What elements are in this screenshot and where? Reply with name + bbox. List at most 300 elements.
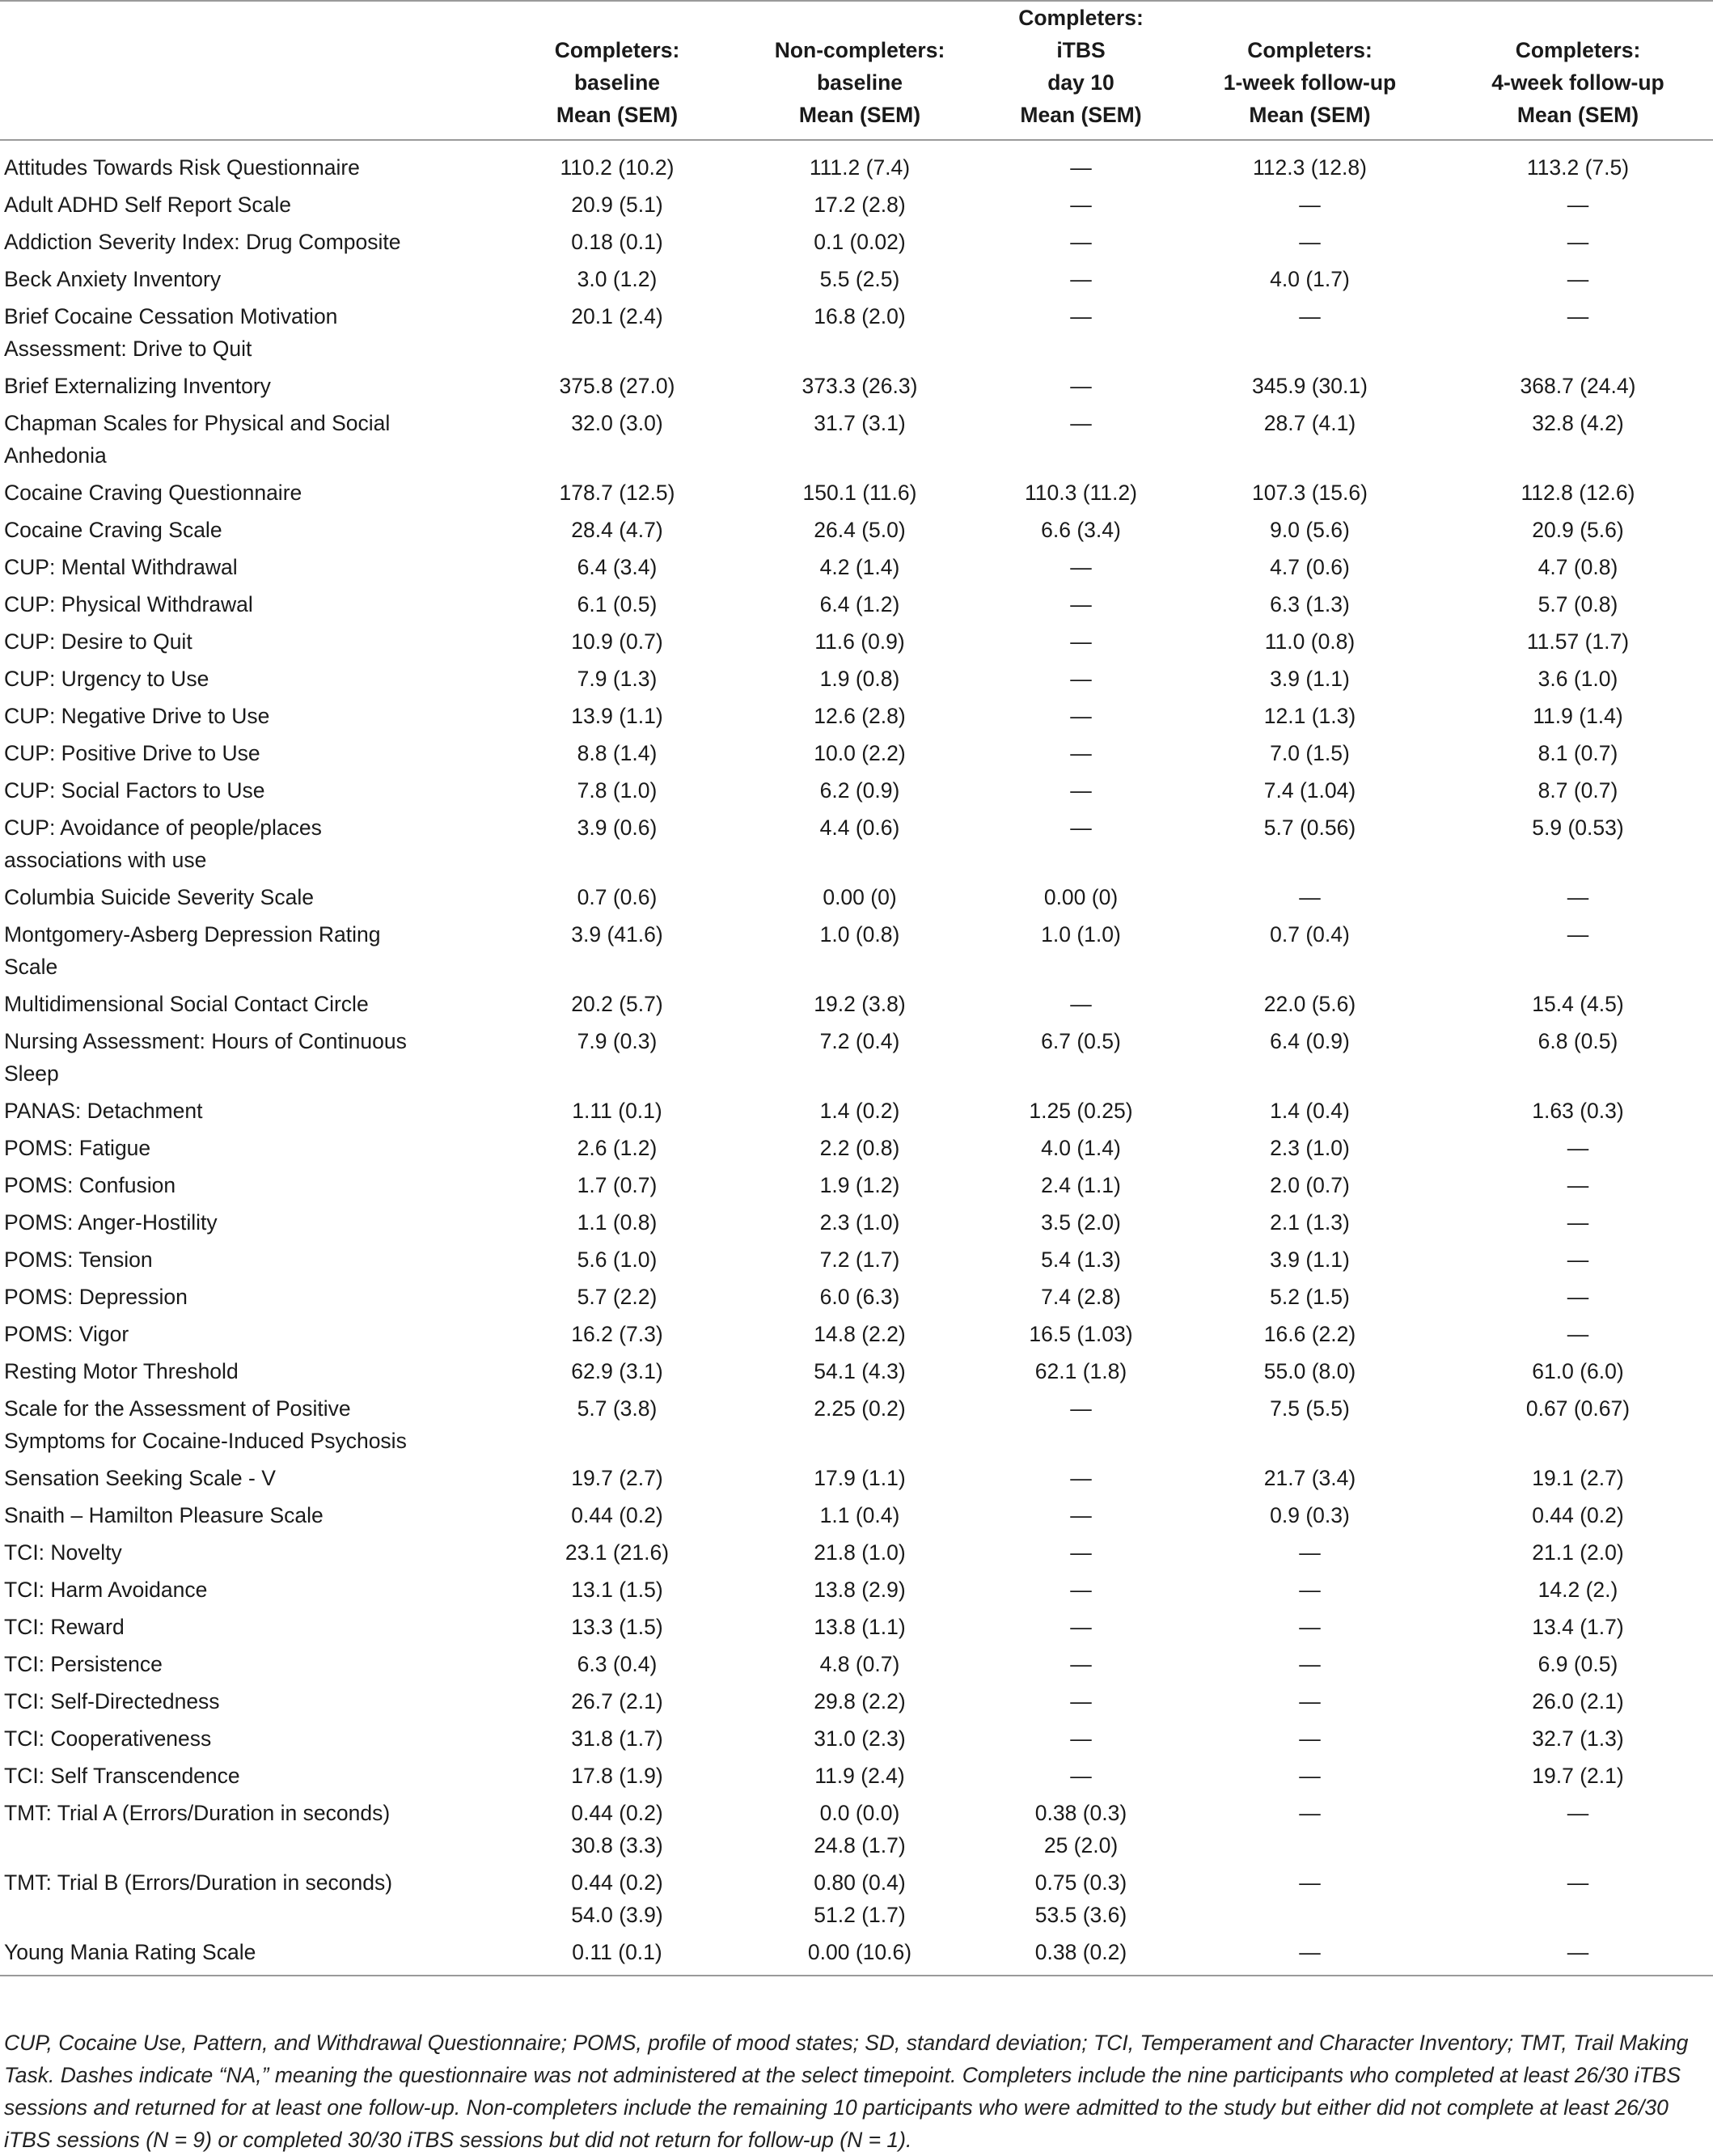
row-label: TCI: Reward — [4, 1615, 125, 1639]
table-cell: 32.0 (3.0) — [571, 411, 663, 435]
table-row — [0, 298, 1713, 367]
table-row — [0, 1497, 1713, 1534]
table-cell: 111.2 (7.4) — [809, 155, 911, 180]
table-cell: 6.4 (1.2) — [819, 592, 900, 616]
row-label: CUP: Desire to Quit — [4, 629, 192, 654]
table-cell: 8.7 (0.7) — [1537, 778, 1618, 803]
table-cell: 3.0 (1.2) — [577, 267, 658, 291]
row-label: CUP: Social Factors to Use — [4, 778, 265, 803]
table-cell: 0.44 (0.2) 30.8 (3.3) — [571, 1801, 663, 1857]
row-label: Snaith – Hamilton Pleasure Scale — [4, 1503, 324, 1527]
table-cell: 7.9 (1.3) — [577, 667, 658, 691]
table-cell: 31.8 (1.7) — [571, 1726, 663, 1751]
table-cell: — — [1070, 1726, 1092, 1751]
table-row — [0, 1390, 1713, 1459]
table-cell: — — [1567, 304, 1589, 328]
table-cell: — — [1070, 592, 1092, 616]
table-cell: 0.44 (0.2) — [1532, 1503, 1624, 1527]
table-cell: 6.0 (6.3) — [819, 1285, 900, 1309]
table-cell: 11.9 (2.4) — [814, 1764, 905, 1788]
table-cell: — — [1070, 992, 1092, 1016]
row-label: PANAS: Detachment — [4, 1099, 203, 1123]
table-cell: — — [1567, 1173, 1589, 1197]
table-cell: 1.0 (1.0) — [1041, 922, 1121, 947]
table-cell: 61.0 (6.0) — [1532, 1359, 1624, 1383]
table-cell: — — [1567, 1285, 1589, 1309]
table-cell: 14.8 (2.2) — [814, 1322, 906, 1346]
table-cell: — — [1299, 230, 1321, 254]
table-cell: 2.6 (1.2) — [577, 1136, 658, 1160]
table-cell: — — [1177, 1934, 1443, 1976]
table-cell: 54.1 (4.3) — [814, 1359, 906, 1383]
table-cell: — — [1299, 1615, 1321, 1639]
table-row — [0, 735, 1713, 772]
table-cell: — — [1070, 1615, 1092, 1639]
table-row — [0, 186, 1713, 223]
table-cell: — — [1070, 1396, 1092, 1421]
row-label: Chapman Scales for Physical and Social Anhedonia — [4, 411, 391, 468]
table-cell: 6.7 (0.5) — [1041, 1029, 1121, 1053]
table-cell: 4.0 (1.7) — [1270, 267, 1350, 291]
row-label: CUP: Positive Drive to Use — [4, 741, 260, 765]
table-cell: 7.8 (1.0) — [577, 778, 658, 803]
row-label: Young Mania Rating Scale — [0, 1934, 500, 1976]
table-row — [0, 140, 1713, 186]
header-noncompleters-baseline: Non-completers: baseline Mean (SEM) — [734, 1, 985, 140]
table-cell: 4.0 (1.4) — [1041, 1136, 1121, 1160]
table-row — [0, 1167, 1713, 1204]
table-cell: 0.1 (0.02) — [814, 230, 906, 254]
row-label: Brief Cocaine Cessation Motivation Assessment: Drive to Quit — [4, 304, 338, 361]
table-cell: — — [1070, 778, 1092, 803]
table-cell: — — [1567, 1801, 1589, 1825]
table-cell: 2.3 (1.0) — [819, 1210, 900, 1235]
table-cell: 110.3 (11.2) — [1025, 481, 1137, 505]
table-row — [0, 879, 1713, 916]
table-row — [0, 1459, 1713, 1497]
table-row — [0, 1646, 1713, 1683]
row-label: TMT: Trial B (Errors/Duration in seconds) — [4, 1870, 393, 1895]
table-cell: 6.9 (0.5) — [1537, 1652, 1618, 1676]
table-cell: — — [1070, 374, 1092, 398]
row-label: Columbia Suicide Severity Scale — [4, 885, 314, 909]
table-cell: 1.4 (0.2) — [819, 1099, 900, 1123]
table-cell: 375.8 (27.0) — [559, 374, 675, 398]
row-label: Montgomery-Asberg Depression Rating Scale — [4, 922, 381, 979]
table-row — [0, 1315, 1713, 1353]
table-row — [0, 985, 1713, 1023]
table-cell: 26.4 (5.0) — [814, 518, 906, 542]
table-cell: 19.7 (2.1) — [1532, 1764, 1624, 1788]
table-cell: 1.1 (0.4) — [819, 1503, 900, 1527]
table-row — [0, 474, 1713, 511]
row-label: POMS: Tension — [4, 1247, 153, 1272]
table-cell: 4.7 (0.6) — [1270, 555, 1350, 579]
table-row — [0, 549, 1713, 586]
table-row — [0, 623, 1713, 660]
table-cell: 12.6 (2.8) — [814, 704, 906, 728]
table-cell: 0.80 (0.4) 51.2 (1.7) — [814, 1870, 906, 1927]
table-cell: 373.3 (26.3) — [802, 374, 918, 398]
row-label: TCI: Novelty — [4, 1540, 122, 1565]
table-cell: 6.4 (0.9) — [1270, 1029, 1350, 1053]
table-cell: 3.9 (41.6) — [571, 922, 663, 947]
table-row — [0, 1278, 1713, 1315]
table-cell: — — [1070, 704, 1092, 728]
table-cell: 112.3 (12.8) — [1253, 155, 1367, 180]
table-cell: 17.2 (2.8) — [814, 193, 906, 217]
table-cell: 13.8 (1.1) — [814, 1615, 906, 1639]
row-label: Cocaine Craving Questionnaire — [4, 481, 302, 505]
table-cell: 0.00 (10.6) — [734, 1934, 985, 1976]
table-cell: 113.2 (7.5) — [1526, 155, 1630, 180]
table-cell: 28.7 (4.1) — [1263, 411, 1356, 435]
row-label: CUP: Avoidance of people/places associations with use — [4, 815, 322, 872]
table-cell: — — [1070, 1652, 1092, 1676]
table-row — [0, 1794, 1713, 1864]
table-cell: 1.1 (0.8) — [577, 1210, 658, 1235]
table-cell: 0.38 (0.3) 25 (2.0) — [1034, 1801, 1127, 1857]
table-cell: 10.0 (2.2) — [814, 741, 906, 765]
table-cell: 15.4 (4.5) — [1532, 992, 1624, 1016]
table-cell: 28.4 (4.7) — [571, 518, 663, 542]
table-cell: 17.9 (1.1) — [814, 1466, 906, 1490]
table-cell: — — [1299, 304, 1321, 328]
table-cell: 6.4 (3.4) — [577, 555, 658, 579]
row-label: POMS: Vigor — [4, 1322, 129, 1346]
table-cell: — — [1299, 1652, 1321, 1676]
table-cell: — — [1567, 1247, 1589, 1272]
table-cell: 2.1 (1.3) — [1270, 1210, 1350, 1235]
table-cell: 31.0 (2.3) — [814, 1726, 906, 1751]
table-cell: 29.8 (2.2) — [814, 1689, 906, 1713]
table-cell: 20.9 (5.1) — [571, 193, 663, 217]
table-cell: — — [1299, 1764, 1321, 1788]
table-cell: 6.3 (0.4) — [577, 1652, 658, 1676]
table-cell: 6.6 (3.4) — [1041, 518, 1121, 542]
table-row — [0, 1241, 1713, 1278]
table-row — [0, 772, 1713, 809]
table-cell: — — [1070, 193, 1092, 217]
table-cell: 110.2 (10.2) — [560, 155, 675, 180]
row-label: POMS: Fatigue — [4, 1136, 151, 1160]
table-cell: — — [1567, 1210, 1589, 1235]
table-cell: 7.2 (1.7) — [819, 1247, 900, 1272]
table-cell: 21.1 (2.0) — [1532, 1540, 1624, 1565]
table-cell: 16.2 (7.3) — [571, 1322, 663, 1346]
table-row — [0, 1864, 1713, 1934]
table-cell: 0.44 (0.2) 54.0 (3.9) — [571, 1870, 663, 1927]
row-label: Cocaine Craving Scale — [4, 518, 222, 542]
row-label: Resting Motor Threshold — [4, 1359, 239, 1383]
table-cell: 2.4 (1.1) — [1041, 1173, 1121, 1197]
table-cell: 5.9 (0.53) — [1532, 815, 1624, 840]
table-cell: 11.57 (1.7) — [1526, 629, 1630, 654]
table-cell: 12.1 (1.3) — [1263, 704, 1356, 728]
table-cell: 5.7 (0.56) — [1263, 815, 1356, 840]
row-label: Nursing Assessment: Hours of Continuous Sleep — [4, 1029, 407, 1086]
table-cell: — — [1567, 922, 1589, 947]
table-cell: 7.5 (5.5) — [1270, 1396, 1350, 1421]
table-cell: — — [1567, 885, 1589, 909]
table-row — [0, 405, 1713, 474]
table-cell: — — [1070, 1466, 1092, 1490]
table-cell: 8.8 (1.4) — [577, 741, 658, 765]
table-row — [0, 260, 1713, 298]
row-label: POMS: Anger-Hostility — [4, 1210, 218, 1235]
table-cell: 13.3 (1.5) — [571, 1615, 663, 1639]
row-label: CUP: Physical Withdrawal — [4, 592, 253, 616]
table-cell: 7.9 (0.3) — [577, 1029, 658, 1053]
row-label: Attitudes Towards Risk Questionnaire — [4, 155, 360, 180]
table-cell: 19.1 (2.7) — [1532, 1466, 1624, 1490]
table-cell: 13.4 (1.7) — [1532, 1615, 1624, 1639]
table-cell: 1.11 (0.1) — [572, 1099, 662, 1123]
table-cell: 150.1 (11.6) — [802, 481, 917, 505]
table-row — [0, 1571, 1713, 1608]
table-cell: 19.7 (2.7) — [571, 1466, 663, 1490]
table-row — [0, 367, 1713, 405]
table-cell: 62.1 (1.8) — [1034, 1359, 1127, 1383]
table-cell: 5.6 (1.0) — [577, 1247, 658, 1272]
table-cell: — — [1070, 230, 1092, 254]
row-label: Brief Externalizing Inventory — [4, 374, 271, 398]
table-cell: 3.9 (0.6) — [577, 815, 658, 840]
table-cell: 32.7 (1.3) — [1532, 1726, 1624, 1751]
table-cell: — — [1070, 304, 1092, 328]
table-cell: — — [1070, 667, 1092, 691]
row-label: POMS: Confusion — [4, 1173, 176, 1197]
table-cell: 2.2 (0.8) — [819, 1136, 900, 1160]
table-cell: 1.7 (0.7) — [577, 1173, 658, 1197]
table-cell: 3.9 (1.1) — [1270, 1247, 1350, 1272]
table-row — [0, 1204, 1713, 1241]
table-cell: 4.2 (1.4) — [819, 555, 900, 579]
table-cell: 10.9 (0.7) — [571, 629, 663, 654]
row-label: POMS: Depression — [4, 1285, 188, 1309]
table-cell: 0.0 (0.0) 24.8 (1.7) — [814, 1801, 906, 1857]
table-cell: 26.0 (2.1) — [1532, 1689, 1624, 1713]
row-label: TCI: Cooperativeness — [4, 1726, 212, 1751]
table-cell: 0.18 (0.1) — [571, 230, 663, 254]
table-cell: 178.7 (12.5) — [559, 481, 675, 505]
table-cell: 2.0 (0.7) — [1270, 1173, 1350, 1197]
table-cell: 13.9 (1.1) — [571, 704, 663, 728]
table-cell: 0.11 (0.1) — [500, 1934, 734, 1976]
table-cell: 0.00 (0) — [1043, 885, 1119, 909]
table-cell: — — [1070, 741, 1092, 765]
table-cell: 1.4 (0.4) — [1270, 1099, 1350, 1123]
table-cell: 32.8 (4.2) — [1532, 411, 1624, 435]
table-cell: 107.3 (15.6) — [1252, 481, 1368, 505]
table-cell: 21.8 (1.0) — [814, 1540, 906, 1565]
table-row — [0, 660, 1713, 697]
header-completers-4week: Completers: 4-week follow-up Mean (SEM) — [1443, 1, 1713, 140]
table-cell: — — [1567, 193, 1589, 217]
table-cell: — — [1070, 629, 1092, 654]
table-row — [0, 586, 1713, 623]
table-cell: 31.7 (3.1) — [814, 411, 906, 435]
table-cell: 1.9 (0.8) — [819, 667, 900, 691]
row-label: CUP: Urgency to Use — [4, 667, 209, 691]
table-cell: — — [1070, 267, 1092, 291]
table-cell: 2.25 (0.2) — [814, 1396, 906, 1421]
table-cell: 3.5 (2.0) — [1041, 1210, 1121, 1235]
table-footnote: CUP, Cocaine Use, Pattern, and Withdrawal Questionnaire; POMS, profile of mood states; SD, standard deviation; TCI, Temperament and Character Inventory; TMT, Trail Making Task. Dashes indicate “NA,” meaning the questionnaire was not administered at the select timepoint. Completers include the nine participants who completed at least 26/30 iTBS sessions and returned for at least one follow-up. Non-completers include the remaining 10 participants who were admitted to the study but either did not complete at least 26/30 iTBS sessions (N = 9) or completed 30/30 iTBS sessions but did not return for follow-up (N = 1). — [4, 2030, 1689, 2152]
row-label: Adult ADHD Self Report Scale — [4, 193, 291, 217]
row-label: CUP: Mental Withdrawal — [4, 555, 238, 579]
table-cell: 22.0 (5.6) — [1263, 992, 1356, 1016]
table-cell: — — [1070, 1578, 1092, 1602]
table-cell: 6.8 (0.5) — [1537, 1029, 1618, 1053]
table-cell: — — [1567, 1136, 1589, 1160]
table-cell: — — [1299, 1726, 1321, 1751]
table-cell: 112.8 (12.6) — [1521, 481, 1635, 505]
table-row — [0, 1757, 1713, 1794]
table-cell: 5.2 (1.5) — [1270, 1285, 1350, 1309]
table-row — [0, 1720, 1713, 1757]
table-cell: — — [1567, 230, 1589, 254]
table-row — [0, 1608, 1713, 1646]
header-measure — [0, 1, 500, 140]
table-cell: 11.6 (0.9) — [814, 629, 905, 654]
table-cell: 0.00 (0) — [823, 885, 897, 909]
table-cell: 13.8 (2.9) — [814, 1578, 906, 1602]
row-label: Beck Anxiety Inventory — [4, 267, 222, 291]
table-cell: 0.67 (0.67) — [1525, 1396, 1631, 1421]
table-cell: 0.7 (0.6) — [577, 885, 658, 909]
table-cell: — — [1070, 155, 1092, 180]
table-cell: 7.0 (1.5) — [1270, 741, 1350, 765]
table-cell: 0.75 (0.3) 53.5 (3.6) — [1034, 1870, 1127, 1927]
table-cell: — — [1299, 1689, 1321, 1713]
table-cell: 62.9 (3.1) — [571, 1359, 663, 1383]
table-cell: 19.2 (3.8) — [814, 992, 906, 1016]
table-cell: — — [1567, 1870, 1589, 1895]
table-cell: 11.9 (1.4) — [1533, 704, 1623, 728]
table-cell: — — [1070, 1540, 1092, 1565]
table-cell: 14.2 (2.) — [1537, 1578, 1618, 1602]
table-cell: 23.1 (21.6) — [565, 1540, 670, 1565]
table-row — [0, 809, 1713, 879]
table-cell: — — [1443, 1934, 1713, 1976]
row-label: TCI: Self Transcendence — [4, 1764, 240, 1788]
table-cell: — — [1299, 193, 1321, 217]
table-cell: 1.9 (1.2) — [819, 1173, 900, 1197]
header-row — [0, 1, 1713, 140]
table-cell: — — [1070, 1689, 1092, 1713]
table-cell: 6.2 (0.9) — [819, 778, 900, 803]
table-row — [0, 1353, 1713, 1390]
table-cell: — — [1299, 885, 1321, 909]
table-cell: 3.9 (1.1) — [1270, 667, 1350, 691]
table-cell: — — [1299, 1578, 1321, 1602]
table-cell: 345.9 (30.1) — [1252, 374, 1368, 398]
table-cell: 5.5 (2.5) — [819, 267, 900, 291]
table-cell: 20.9 (5.6) — [1532, 518, 1624, 542]
table-row — [0, 1683, 1713, 1720]
row-label: Addiction Severity Index: Drug Composite — [4, 230, 401, 254]
row-label: TCI: Harm Avoidance — [4, 1578, 208, 1602]
table-cell: — — [1070, 1764, 1092, 1788]
table-body — [0, 140, 1713, 1976]
table-cell: 26.7 (2.1) — [571, 1689, 663, 1713]
row-label: Multidimensional Social Contact Circle — [4, 992, 369, 1016]
row-label: TCI: Persistence — [4, 1652, 163, 1676]
table-cell: 5.7 (2.2) — [577, 1285, 658, 1309]
row-label: TMT: Trial A (Errors/Duration in seconds) — [4, 1801, 391, 1825]
table-cell: 13.1 (1.5) — [571, 1578, 663, 1602]
table-cell: — — [1299, 1801, 1321, 1825]
row-label: Sensation Seeking Scale - V — [4, 1466, 276, 1490]
table-cell: 16.5 (1.03) — [1029, 1322, 1133, 1346]
table-cell: 16.8 (2.0) — [814, 304, 906, 328]
row-label: Scale for the Assessment of Positive Symptoms for Cocaine-Induced Psychosis — [4, 1396, 407, 1453]
table-cell: 5.4 (1.3) — [1041, 1247, 1121, 1272]
table-cell: — — [1299, 1870, 1321, 1895]
table-cell: — — [1567, 1322, 1589, 1346]
table-cell: — — [1567, 267, 1589, 291]
table-cell: 5.7 (0.8) — [1537, 592, 1618, 616]
table-cell: — — [1070, 411, 1092, 435]
table-row — [0, 1129, 1713, 1167]
table-row — [0, 511, 1713, 549]
table-row — [0, 1092, 1713, 1129]
table-cell: 5.7 (3.8) — [577, 1396, 658, 1421]
table-row — [0, 1023, 1713, 1092]
table-cell: 2.3 (1.0) — [1270, 1136, 1350, 1160]
table-cell: 7.2 (0.4) — [819, 1029, 900, 1053]
table-cell: 55.0 (8.0) — [1263, 1359, 1356, 1383]
table-row — [0, 697, 1713, 735]
table-cell: 0.38 (0.2) — [985, 1934, 1177, 1976]
table-row — [0, 1534, 1713, 1571]
header-completers-1week: Completers: 1-week follow-up Mean (SEM) — [1177, 1, 1443, 140]
table-cell: 4.4 (0.6) — [819, 815, 900, 840]
table-cell: 368.7 (24.4) — [1520, 374, 1636, 398]
table-cell: 6.3 (1.3) — [1270, 592, 1350, 616]
table-cell: 8.1 (0.7) — [1537, 741, 1618, 765]
table-row — [0, 1934, 1713, 1976]
table-cell: — — [1299, 1540, 1321, 1565]
table-cell: 0.7 (0.4) — [1270, 922, 1350, 947]
header-completers-baseline: Completers: baseline Mean (SEM) — [500, 1, 734, 140]
table-cell: 1.63 (0.3) — [1532, 1099, 1624, 1123]
table-cell: 9.0 (5.6) — [1270, 518, 1350, 542]
table-cell: — — [1070, 1503, 1092, 1527]
table-cell: 3.6 (1.0) — [1537, 667, 1618, 691]
row-label: CUP: Negative Drive to Use — [4, 704, 270, 728]
table-row — [0, 223, 1713, 260]
table-cell: 21.7 (3.4) — [1263, 1466, 1356, 1490]
table-cell: 7.4 (2.8) — [1041, 1285, 1121, 1309]
table-cell: 0.44 (0.2) — [571, 1503, 663, 1527]
table-cell: 20.2 (5.7) — [571, 992, 663, 1016]
table-cell: 4.8 (0.7) — [819, 1652, 900, 1676]
table-cell: 6.1 (0.5) — [577, 592, 658, 616]
table-cell: 0.9 (0.3) — [1270, 1503, 1350, 1527]
row-label: TCI: Self-Directedness — [4, 1689, 220, 1713]
table-cell: 20.1 (2.4) — [571, 304, 663, 328]
table-cell: 17.8 (1.9) — [571, 1764, 663, 1788]
table-cell: 4.7 (0.8) — [1537, 555, 1618, 579]
table-cell: 11.0 (0.8) — [1264, 629, 1356, 654]
table-cell: 1.0 (0.8) — [819, 922, 900, 947]
table-header — [0, 1, 1713, 140]
table-cell: 7.4 (1.04) — [1263, 778, 1356, 803]
header-completers-day10: Completers: iTBS day 10 Mean (SEM) — [985, 1, 1177, 140]
table-row — [0, 916, 1713, 985]
